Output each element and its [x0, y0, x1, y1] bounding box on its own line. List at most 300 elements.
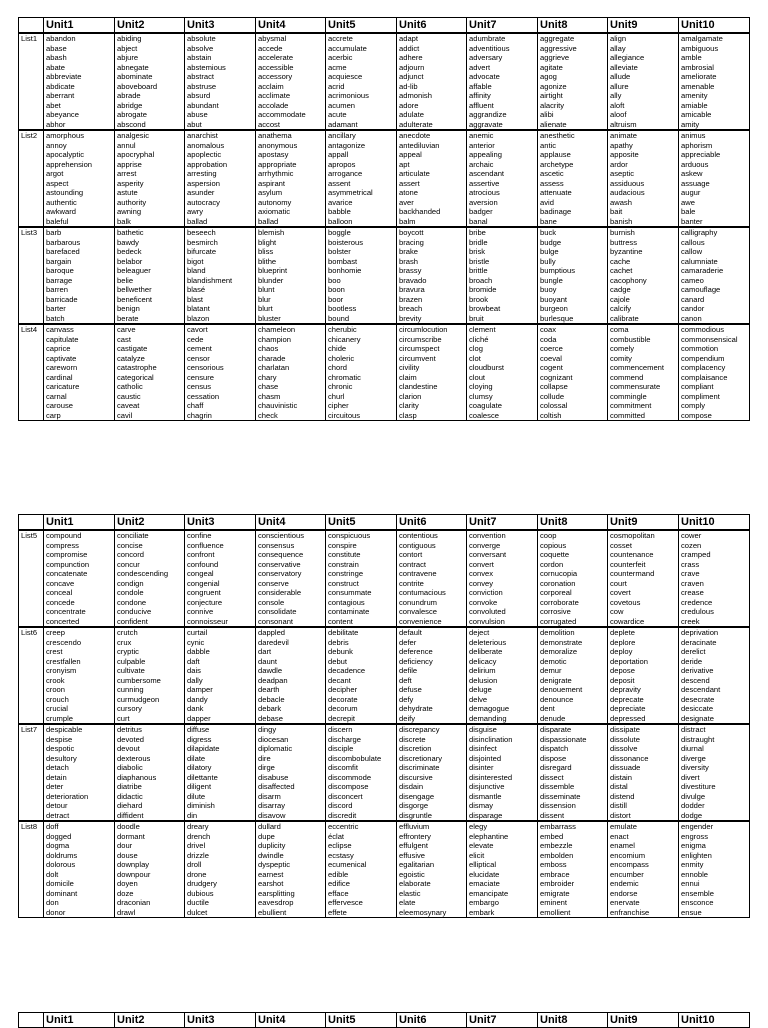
vocab-word: dent: [540, 704, 555, 713]
vocab-word: abuse: [187, 110, 208, 119]
vocab-word: badinage: [540, 207, 572, 216]
vocab-word: disinclination: [469, 734, 513, 744]
vocab-word: camaraderie: [681, 266, 724, 275]
vocab-word: cipher: [328, 401, 349, 410]
word-cell: [679, 627, 750, 724]
vocab-word: compromise: [46, 550, 88, 559]
vocab-word: burnish: [610, 228, 635, 237]
vocab-word: askew: [681, 169, 703, 178]
vocab-word: abridge: [117, 100, 143, 110]
vocab-word: ecumenical: [328, 860, 367, 869]
vocab-word: axiomatic: [258, 207, 291, 216]
vocab-word: acclimate: [258, 91, 291, 100]
vocab-word: desecrate: [681, 694, 715, 704]
vocab-word: appreciable: [681, 150, 721, 159]
vocab-word: despise: [46, 734, 73, 744]
vocab-word: abash: [46, 53, 67, 62]
word-cell: [397, 821, 467, 918]
vocab-word: contract: [399, 559, 427, 569]
vocab-word: adjunct: [399, 72, 424, 81]
vocab-word: clarity: [399, 401, 419, 410]
word-cell: [467, 227, 538, 324]
vocab-word: emancipate: [469, 888, 509, 898]
vocab-word: combustible: [610, 334, 651, 344]
vocab-word: bigot: [187, 256, 204, 266]
vocab-word: buoyant: [540, 294, 568, 304]
vocab-word: embolden: [540, 850, 574, 860]
vocab-word: abscond: [117, 119, 146, 129]
vocab-word: claim: [399, 372, 417, 382]
vocab-word: clout: [469, 372, 486, 382]
vocab-word: conceal: [46, 588, 73, 597]
vocab-word: dapper: [187, 713, 211, 723]
word-cell: [397, 724, 467, 821]
vocab-word: ennui: [681, 879, 700, 888]
vocab-word: avid: [540, 197, 554, 207]
vocab-word: consummate: [328, 588, 372, 597]
vocab-word: éclat: [328, 831, 345, 841]
vocab-word: distal: [610, 782, 628, 791]
word-cell: [115, 130, 185, 227]
vocab-word: emollient: [540, 907, 571, 917]
vocab-word: cacophony: [610, 275, 647, 285]
word-cell: [467, 724, 538, 821]
vocab-word: blazon: [187, 313, 210, 323]
vocab-word: embargo: [469, 898, 499, 907]
vocab-table-2: [18, 514, 750, 918]
vocab-word: census: [187, 382, 212, 391]
vocab-word: abstain: [187, 53, 212, 62]
vocab-word: adversary: [469, 53, 503, 62]
vocab-word: elliptical: [469, 860, 497, 869]
vocab-word: archaic: [469, 159, 494, 169]
vocab-word: edible: [328, 869, 349, 879]
vocab-word: ardor: [610, 159, 628, 169]
vocab-word: brash: [399, 256, 418, 266]
vocab-word: caricature: [46, 382, 80, 391]
vocab-word: alleviate: [610, 62, 638, 72]
vocab-word: coda: [540, 334, 557, 344]
word-cell: [256, 530, 326, 627]
word-cell: [185, 227, 256, 324]
vocab-word: enact: [610, 831, 629, 841]
vocab-word: catalyze: [117, 353, 145, 363]
vocab-word: articulate: [399, 169, 430, 178]
vocab-word: bungle: [540, 275, 563, 285]
vocab-word: comply: [681, 401, 706, 410]
vocab-word: elaborate: [399, 879, 431, 888]
vocab-word: deprecate: [610, 694, 644, 704]
vocab-word: clog: [469, 344, 483, 353]
vocab-word: aggregate: [540, 34, 575, 43]
vocab-word: disjointed: [469, 753, 502, 763]
word-cell: [115, 530, 185, 627]
word-cell: [115, 227, 185, 324]
word-cell: [538, 130, 608, 227]
vocab-word: demanding: [469, 713, 507, 723]
vocab-word: cordon: [540, 559, 564, 569]
vocab-word: convenience: [399, 616, 442, 626]
vocab-word: congruent: [187, 588, 221, 597]
vocab-word: abstract: [187, 72, 215, 81]
vocab-word: accommodate: [258, 110, 306, 119]
vocab-word: discharge: [328, 734, 361, 744]
vocab-word: deprivation: [681, 628, 719, 637]
vocab-word: aloft: [610, 100, 625, 110]
vocab-word: caustic: [117, 391, 141, 401]
vocab-word: dirge: [258, 763, 275, 772]
vocab-word: argot: [46, 169, 64, 178]
vocab-word: dogged: [46, 831, 72, 841]
word-cell: [538, 324, 608, 421]
vocab-word: coeval: [540, 353, 562, 363]
vocab-word: asylum: [258, 188, 283, 197]
vocab-word: berate: [117, 313, 139, 323]
vocab-word: coagulate: [469, 401, 502, 410]
vocab-word: connoisseur: [187, 616, 228, 626]
word-cell: [185, 627, 256, 724]
vocab-word: cryptic: [117, 647, 139, 656]
vocab-word: dehydrate: [399, 704, 433, 713]
vocab-word: discomfit: [328, 763, 358, 772]
vocab-word: bliss: [258, 247, 274, 256]
vocab-word: bathetic: [117, 228, 144, 237]
vocab-word: conspicuous: [328, 531, 371, 540]
vocab-word: dilatory: [187, 763, 212, 772]
vocab-word: browbeat: [469, 304, 501, 313]
vocab-word: anesthetic: [540, 131, 575, 140]
vocab-word: acme: [328, 62, 347, 72]
vocab-word: collude: [540, 391, 565, 401]
vocab-word: clasp: [399, 410, 417, 420]
vocab-word: beseech: [187, 228, 216, 237]
vocab-word: compliant: [681, 382, 714, 391]
vocab-word: defile: [399, 666, 418, 675]
vocab-word: disjunctive: [469, 782, 505, 791]
word-cell: [256, 627, 326, 724]
vocab-word: confound: [187, 559, 219, 569]
vocab-word: assent: [328, 178, 351, 188]
vocab-word: dart: [258, 647, 272, 656]
vocab-word: anecdote: [399, 131, 431, 140]
vocab-word: distract: [681, 725, 706, 734]
vocab-word: amorphous: [46, 131, 84, 140]
table-body: [19, 530, 750, 918]
vocab-word: duplicity: [258, 841, 286, 850]
vocab-word: capitulate: [46, 334, 79, 344]
vocab-word: accede: [258, 43, 283, 53]
vocab-word: despotic: [46, 744, 75, 753]
header-corner-cell: [19, 515, 44, 531]
header-row: [19, 515, 750, 531]
vocab-word: concede: [46, 597, 75, 607]
vocab-word: endemic: [610, 879, 639, 888]
vocab-word: baleful: [46, 216, 69, 226]
vocab-word: emigrate: [540, 888, 570, 898]
vocab-word: dawdle: [258, 666, 283, 675]
vocab-word: abnegate: [117, 62, 149, 72]
vocab-word: deter: [46, 782, 64, 791]
vocab-word: alacrity: [540, 100, 565, 110]
vocab-word: disgruntle: [399, 810, 432, 820]
unit-header: Unit10: [679, 1013, 750, 1028]
vocab-word: aggressive: [540, 43, 577, 53]
vocab-word: abjure: [117, 53, 139, 62]
list-row: [19, 627, 750, 724]
vocab-word: champion: [258, 334, 291, 344]
word-cell: [326, 324, 397, 421]
vocab-word: elastic: [399, 888, 421, 898]
word-cell: [256, 324, 326, 421]
vocab-word: drivel: [187, 841, 206, 850]
vocab-word: elucidate: [469, 869, 500, 879]
unit-header: Unit7: [467, 18, 538, 34]
vocab-word: delve: [469, 694, 488, 704]
vocab-word: allay: [610, 43, 626, 53]
vocab-word: chide: [328, 344, 347, 353]
vocab-word: downplay: [117, 860, 150, 869]
vocab-word: condone: [117, 597, 147, 607]
vocab-word: creep: [46, 628, 65, 637]
vocab-word: engross: [681, 831, 709, 841]
vocab-word: disparage: [469, 810, 503, 820]
vocab-word: didactic: [117, 791, 143, 801]
vocab-word: confine: [187, 531, 212, 540]
word-cell: [397, 324, 467, 421]
vocab-word: divert: [681, 772, 700, 782]
vocab-word: denigrate: [540, 675, 572, 685]
vocab-word: creek: [681, 616, 700, 626]
list-row: [19, 33, 750, 130]
vocab-word: demotic: [540, 656, 567, 666]
word-cell: [679, 324, 750, 421]
vocab-word: abut: [187, 119, 202, 129]
unit-header: Unit10: [679, 515, 750, 531]
vocab-word: chicanery: [328, 334, 361, 344]
word-cell: [185, 33, 256, 130]
unit-header: Unit8: [538, 1013, 608, 1028]
word-cell: [538, 627, 608, 724]
vocab-word: coalesce: [469, 410, 499, 420]
word-cell: [185, 530, 256, 627]
vocab-word: cogent: [540, 363, 563, 372]
vocab-word: derelict: [681, 647, 706, 656]
vocab-word: discrepancy: [399, 725, 440, 734]
vocab-word: dissemble: [540, 782, 575, 791]
vocab-word: annul: [117, 140, 136, 150]
list-row: [19, 530, 750, 627]
vocab-word: desiccate: [681, 704, 714, 713]
vocab-word: contaminate: [328, 607, 370, 616]
vocab-word: ambiguous: [681, 43, 719, 53]
vocab-word: abandon: [46, 34, 76, 43]
word-cell: [115, 627, 185, 724]
vocab-word: dullard: [258, 822, 281, 831]
vocab-word: diocesan: [258, 734, 289, 744]
word-cell: [608, 530, 679, 627]
word-cell: [397, 227, 467, 324]
vocab-word: apoplectic: [187, 150, 222, 159]
vocab-word: aboveboard: [117, 81, 158, 91]
vocab-word: elicit: [469, 850, 485, 860]
vocab-word: blandishment: [187, 275, 233, 285]
vocab-word: coronation: [540, 578, 576, 588]
vocab-word: concur: [117, 559, 140, 569]
vocab-word: canard: [681, 294, 705, 304]
vocab-word: consonant: [258, 616, 294, 626]
vocab-word: elegy: [469, 822, 488, 831]
vocab-word: align: [610, 34, 627, 43]
vocab-word: delirium: [469, 666, 496, 675]
vocab-word: conspire: [328, 540, 357, 550]
vocab-word: confront: [187, 550, 215, 559]
vocab-word: contumacious: [399, 588, 446, 597]
vocab-word: confident: [117, 616, 148, 626]
vocab-word: aggravate: [469, 119, 503, 129]
vocab-word: counterfeit: [610, 559, 646, 569]
vocab-word: corrugated: [540, 616, 577, 626]
vocab-word: daft: [187, 656, 200, 666]
vocab-word: depose: [610, 666, 635, 675]
vocab-word: affluent: [469, 100, 494, 110]
vocab-word: dank: [187, 704, 204, 713]
vocab-word: emaciate: [469, 879, 500, 888]
vocab-word: enlighten: [681, 850, 712, 860]
vocab-word: awning: [117, 207, 142, 216]
vocab-word: endorse: [610, 888, 638, 898]
vocab-word: abject: [117, 43, 138, 53]
vocab-word: construct: [328, 578, 359, 588]
vocab-word: apprehension: [46, 159, 93, 169]
vocab-word: clumsy: [469, 391, 493, 401]
unit-header: Unit4: [256, 18, 326, 34]
vocab-word: asymmetrical: [328, 188, 373, 197]
vocab-word: dominant: [46, 888, 78, 898]
vocab-word: aspersion: [187, 178, 220, 188]
vocab-word: conducive: [117, 607, 152, 616]
vocab-word: benign: [117, 304, 140, 313]
vocab-word: asunder: [187, 188, 215, 197]
word-cell: [608, 130, 679, 227]
vocab-word: assuage: [681, 178, 710, 188]
vocab-word: discursive: [399, 772, 433, 782]
vocab-word: dally: [187, 675, 203, 685]
vocab-word: avarice: [328, 197, 353, 207]
vocab-word: dais: [187, 666, 201, 675]
vocab-word: congenial: [187, 578, 220, 588]
vocab-word: coquette: [540, 550, 570, 559]
unit-header: Unit4: [256, 515, 326, 531]
vocab-word: amble: [681, 53, 702, 62]
word-cell: [44, 130, 115, 227]
vocab-word: dandy: [187, 694, 208, 704]
vocab-word: crest: [46, 647, 63, 656]
vocab-word: censure: [187, 372, 215, 382]
word-cell: [467, 324, 538, 421]
vocab-word: consequence: [258, 550, 304, 559]
vocab-word: depressed: [610, 713, 646, 723]
vocab-word: besmirch: [187, 237, 218, 247]
vocab-word: accolade: [258, 100, 289, 110]
vocab-word: commensurate: [610, 382, 661, 391]
vocab-word: effusive: [399, 850, 426, 860]
vocab-word: brassy: [399, 266, 422, 275]
vocab-word: deride: [681, 656, 703, 666]
vocab-word: brook: [469, 294, 488, 304]
word-cell: [326, 530, 397, 627]
vocab-word: disinter: [469, 763, 494, 772]
vocab-word: analgesic: [117, 131, 150, 140]
vocab-word: discord: [328, 801, 353, 810]
vocab-word: debacle: [258, 694, 285, 704]
unit-header: Unit6: [397, 18, 467, 34]
vocab-word: convoluted: [469, 607, 506, 616]
word-cell: [256, 33, 326, 130]
vocab-word: accumulate: [328, 43, 367, 53]
vocab-word: ambrosial: [681, 62, 714, 72]
vocab-word: condole: [117, 588, 144, 597]
vocab-word: detritus: [117, 725, 142, 734]
vocab-word: embark: [469, 907, 495, 917]
vocab-word: dissonance: [610, 753, 649, 763]
vocab-word: debark: [258, 704, 282, 713]
vocab-word: banter: [681, 216, 703, 226]
vocab-word: allure: [610, 81, 629, 91]
vocab-word: dreary: [187, 822, 209, 831]
word-cell: [326, 33, 397, 130]
vocab-word: decipher: [328, 685, 358, 694]
vocab-word: descend: [681, 675, 710, 685]
vocab-word: amiable: [681, 100, 708, 110]
word-cell: [256, 724, 326, 821]
vocab-word: astounding: [46, 188, 84, 197]
vocab-word: accessory: [258, 72, 293, 81]
vocab-word: appealing: [469, 150, 502, 159]
vocab-word: enigma: [681, 841, 706, 850]
vocab-word: crutch: [117, 628, 138, 637]
vocab-word: demagogue: [469, 704, 510, 713]
vocab-word: animate: [610, 131, 638, 140]
vocab-word: ennoble: [681, 869, 709, 879]
vocab-word: depravity: [610, 685, 641, 694]
vocab-word: conviction: [469, 588, 503, 597]
word-cell: [44, 724, 115, 821]
vocab-word: delusion: [469, 675, 498, 685]
vocab-word: dolt: [46, 869, 59, 879]
vocab-word: dissect: [540, 772, 564, 782]
vocab-word: bumptious: [540, 266, 576, 275]
vocab-word: contentious: [399, 531, 438, 540]
vocab-word: craven: [681, 578, 704, 588]
vocab-word: awash: [610, 197, 632, 207]
vocab-word: deft: [399, 675, 412, 685]
vocab-word: ad-lib: [399, 81, 418, 91]
vocab-word: callous: [681, 237, 705, 247]
vocab-word: comity: [610, 353, 632, 363]
vocab-word: barbarous: [46, 237, 81, 247]
vocab-word: caveat: [117, 401, 140, 410]
unit-header: Unit5: [326, 1013, 397, 1028]
vocab-word: chromatic: [328, 372, 361, 382]
vocab-word: blithe: [258, 256, 277, 266]
vocab-word: broach: [469, 275, 493, 285]
vocab-word: charlatan: [258, 363, 290, 372]
unit-header: Unit9: [608, 1013, 679, 1028]
vocab-word: appropriate: [258, 159, 297, 169]
vocab-word: converge: [469, 540, 501, 550]
vocab-word: cow: [610, 607, 624, 616]
vocab-word: debut: [328, 656, 348, 666]
